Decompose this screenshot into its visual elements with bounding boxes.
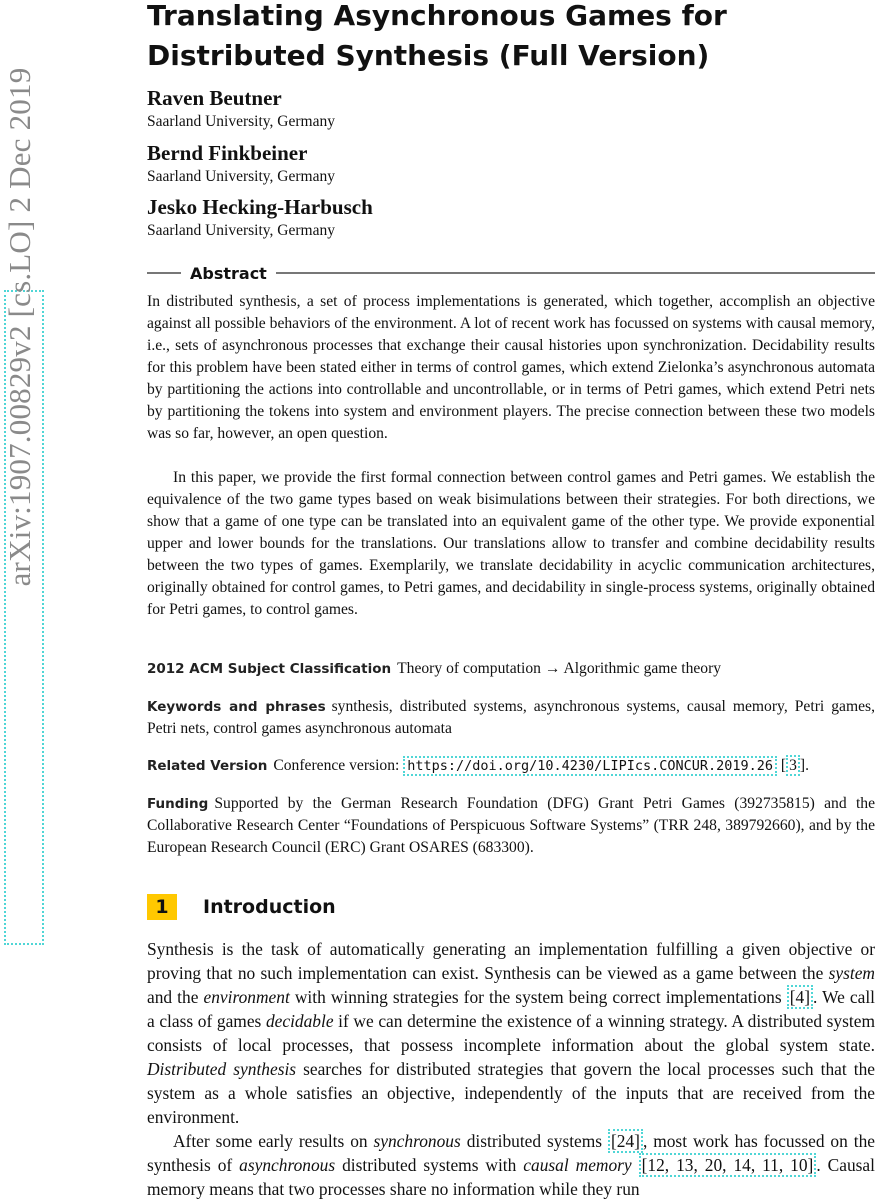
text-run: if we can determine the existence of a winning strategy. A distributed system consists of local processes, that possess incomplete information about the global system state.	[147, 1011, 875, 1055]
author-block	[147, 141, 747, 187]
emphasis: causal memory	[523, 1155, 632, 1175]
text-run: searches for distributed strategies that govern the local processes such that the system as a whole satisfies an objective, independently of the inputs that are received from the environment.	[147, 1059, 875, 1127]
text-run: distributed systems	[460, 1131, 608, 1151]
emphasis: system	[828, 963, 875, 983]
emphasis: synchronous	[373, 1131, 461, 1151]
funding-text: Supported by the German Research Foundation (DFG) Grant Petri Games (392735815) and the Collaborative Research Center “Foundations of Perspicuous Software Systems” (TRR 248, 389792660), and by the European Research Council (ERC) Grant OSARES (683300).	[147, 795, 875, 856]
funding	[147, 793, 875, 859]
related-version: Related Version Conference version: https://doi.org/10.4230/LIPIcs.CONCUR.2019.26 [ 3 ].	[147, 757, 809, 774]
text-run	[632, 1155, 639, 1175]
emphasis: environment	[203, 987, 290, 1007]
author-name: Bernd Finkbeiner	[147, 141, 308, 165]
related-prefix: Conference version:	[273, 757, 400, 774]
abstract-label: Abstract	[190, 263, 267, 283]
text-run: . We call a class of games	[147, 987, 875, 1031]
abstract-heading	[147, 262, 875, 284]
heading-rule	[276, 272, 875, 274]
heading-rule	[147, 272, 181, 274]
related-suffix: .	[805, 757, 809, 774]
author-block	[147, 86, 747, 132]
citation-link[interactable]: [12, 13, 20, 14, 11, 10]	[639, 1153, 817, 1177]
emphasis: Distributed synthesis	[147, 1059, 297, 1079]
arxiv-stamp[interactable]: arXiv:1907.00829v2 [cs.LO] 2 Dec 2019	[2, 67, 37, 587]
doi-link[interactable]: https://doi.org/10.4230/LIPIcs.CONCUR.2019.26	[403, 756, 777, 776]
author-affiliation: Saarland University, Germany	[147, 168, 335, 185]
acm-label: 2012 ACM Subject Classification	[147, 661, 392, 677]
intro-paragraph-2	[147, 1129, 875, 1201]
acm-classification	[147, 658, 875, 680]
emphasis: asynchronous	[239, 1155, 336, 1175]
text-run: distributed systems with	[335, 1155, 524, 1175]
abstract-paragraph-2: In this paper, we provide the first formal connection between control games and Petri games. We establish the equivalence of the two game types based on weak bisimulations between their strategies. For both directions, we show that a game of one type can be translated into an equivalent game of the other type. We provide exponential upper and lower bounds for the translations. Our translations allow to transfer and combine decidability results between the two types of games. Exemplarily, we translate decidability in acyclic communication architectures, originally obtained for control games, to Petri games, and decidability in single-process systems, originally obtained for Petri games, to control games.	[147, 469, 875, 618]
citation-link[interactable]: 3	[786, 755, 800, 776]
section-number-badge: 1	[147, 894, 177, 920]
author-block	[147, 195, 747, 241]
text-run: and the	[147, 987, 204, 1007]
funding-label: Funding	[147, 796, 209, 812]
citation-link[interactable]: [4]	[787, 985, 813, 1009]
author-affiliation: Saarland University, Germany	[147, 222, 335, 239]
keywords-text: synthesis, distributed systems, asynchronous systems, causal memory, Petri games, Petri nets, control games asynchronous automata	[147, 698, 875, 737]
text-run: with winning strategies for the system being correct implementations	[289, 987, 787, 1007]
acm-text: Theory of computation → Algorithmic game theory	[397, 660, 722, 677]
emphasis: decidable	[265, 1011, 334, 1031]
keywords	[147, 696, 875, 740]
text-run: , most work has focussed on the synthesis of	[147, 1131, 875, 1175]
text-run: . Causal memory means that two processes share no information while they run	[147, 1155, 875, 1199]
author-name: Jesko Hecking-Harbusch	[147, 195, 373, 219]
abstract-paragraph-1: In distributed synthesis, a set of process implementations is generated, which together, accomplish an objective against all possible behaviors of the environment. A lot of recent work has focussed on systems with causal memory, i.e., sets of asynchronous processes that exchange their causal histories upon synchronization. Decidability results for this problem have been stated either in terms of control games, which extend Zielonka’s asynchronous automata by partitioning the actions into controllable and uncontrollable, or in terms of Petri games, which extend Petri nets by partitioning the tokens into system and environment players. The precise connection between these two models was so far, however, an open question.	[147, 293, 875, 442]
section-title: Introduction	[203, 896, 336, 918]
related-label: Related Version	[147, 758, 268, 774]
text-run: Synthesis is the task of automatically generating an implementation fulfilling a given objective or proving that no such implementation can exist. Synthesis can be viewed as a game between the	[147, 939, 875, 983]
author-affiliation: Saarland University, Germany	[147, 113, 335, 130]
author-name: Raven Beutner	[147, 86, 282, 110]
section-heading	[147, 894, 336, 920]
intro-paragraph-1	[147, 937, 875, 1129]
text-run: After some early results on	[173, 1131, 374, 1151]
paper-title: Translating Asynchronous Games for Distributed Synthesis (Full Version)	[147, 0, 727, 72]
keywords-label: Keywords and phrases	[147, 699, 326, 715]
citation-link[interactable]: [24]	[608, 1129, 643, 1153]
